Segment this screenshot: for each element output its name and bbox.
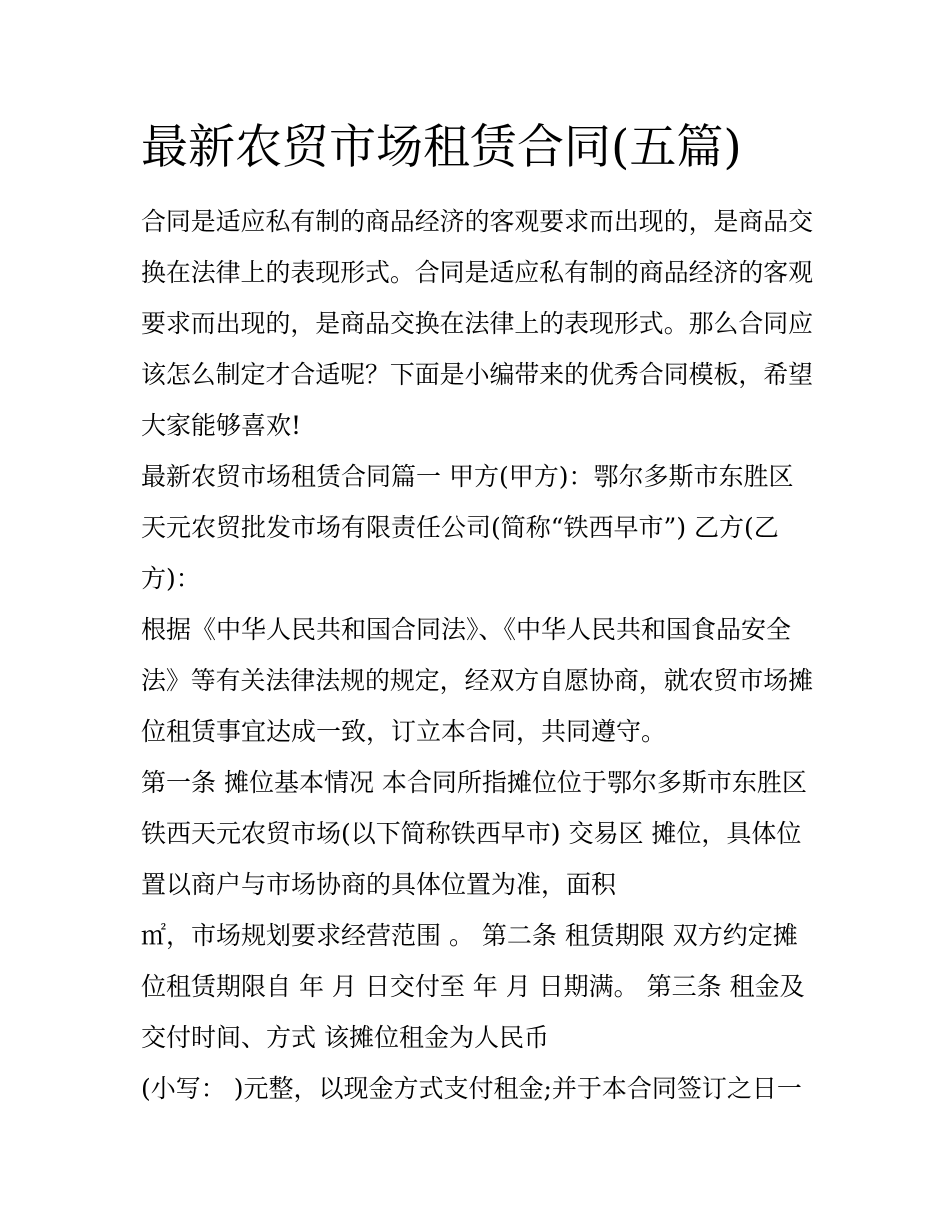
body-line: 要求而出现的，是商品交换在法律上的表现形式。那么合同应 — [141, 309, 814, 338]
body-line: 大家能够喜欢! — [141, 411, 302, 440]
body-line: 方)： — [141, 564, 201, 593]
body-line: 置以商户与市场协商的具体位置为准，面积 — [141, 870, 617, 899]
body-line: (小写： )元整，以现金方式支付租金;并于本合同签订之日一 — [141, 1074, 802, 1103]
body-line: 位租赁事宜达成一致，订立本合同，共同遵守。 — [141, 717, 667, 746]
body-line: 位租赁期限自 年 月 日交付至 年 月 日期满。 第三条 租金及 — [141, 972, 805, 1001]
body-line: 交付时间、方式 该摊位租金为人民币 — [141, 1023, 549, 1052]
body-line: 铁西天元农贸市场(以下简称铁西早市) 交易区 摊位，具体位 — [141, 819, 802, 848]
body-line: ㎡，市场规划要求经营范围 。 第二条 租赁期限 双方约定摊 — [141, 921, 798, 950]
body-line: 合同是适应私有制的商品经济的客观要求而出现的，是商品交 — [141, 207, 814, 236]
body-line: 换在法律上的表现形式。合同是适应私有制的商品经济的客观 — [141, 258, 814, 287]
body-line: 天元农贸批发市场有限责任公司(简称“铁西早市”) 乙方(乙 — [141, 513, 779, 542]
body-line: 该怎么制定才合适呢？下面是小编带来的优秀合同模板，希望 — [141, 360, 814, 389]
body-line: 根据《中华人民共和国合同法》、《中华人民共和国食品安全 — [141, 615, 792, 644]
body-line: 第一条 摊位基本情况 本合同所指摊位位于鄂尔多斯市东胜区 — [141, 768, 807, 797]
body-line: 法》等有关法律法规的规定，经双方自愿协商，就农贸市场摊 — [141, 666, 814, 695]
document-title: 最新农贸市场租赁合同(五篇) — [141, 120, 742, 175]
body-line: 最新农贸市场租赁合同篇一 甲方(甲方)：鄂尔多斯市东胜区 — [141, 462, 794, 491]
